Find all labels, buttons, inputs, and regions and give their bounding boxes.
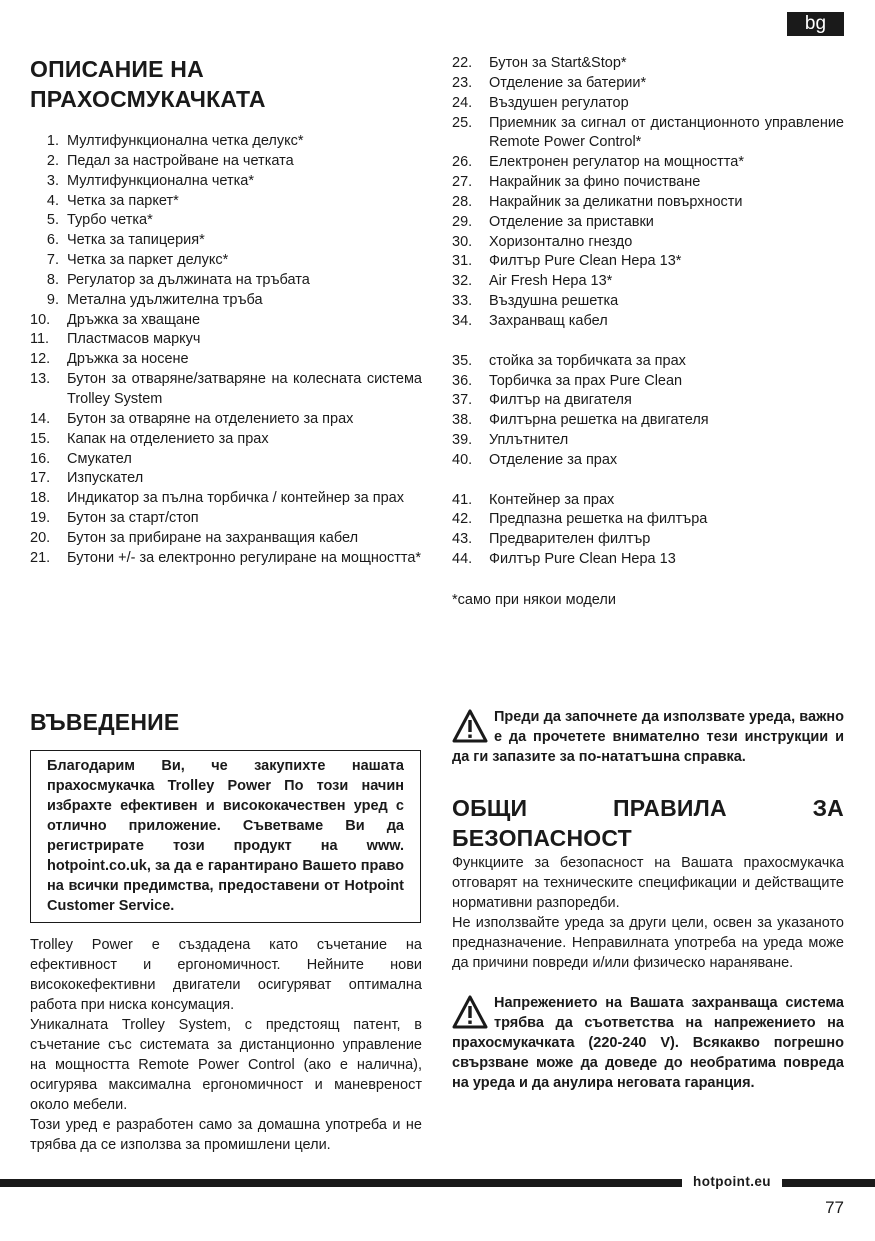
item-text: Пластмасов маркуч <box>67 331 201 348</box>
warning-voltage <box>452 993 844 1093</box>
safety-paragraph-1: Функциите за безопасност на Вашата прахосмукачка отговарят на техническите спецификации и действащите нормативни разпоредби. <box>452 855 844 911</box>
item-text: Въздушна решетка <box>489 293 619 310</box>
parts-list-item <box>30 410 422 430</box>
item-text: Капак на отделението за прах <box>67 430 269 447</box>
intro-title: ВЪВЕДЕНИЕ <box>30 709 180 735</box>
parts-list-item <box>452 193 844 213</box>
item-number: 22. <box>452 55 473 71</box>
intro-title-wrap <box>30 707 179 737</box>
item-text: Бутон за отваряне/затваряне на колесната система Trolley System <box>67 371 422 407</box>
item-number: 38. <box>452 412 473 429</box>
item-number: 1. <box>46 133 59 149</box>
item-text: Педал за настройване на четката <box>67 152 294 169</box>
parts-list-item <box>30 489 422 509</box>
item-number: 7. <box>46 252 59 269</box>
safety-section <box>452 707 844 1093</box>
item-text: Отделение за прах <box>489 451 618 468</box>
safety-title-word: ЗА <box>812 795 844 821</box>
item-number: 3. <box>46 172 59 189</box>
item-text: Филтър Pure Clean Hepa 13* <box>489 253 682 270</box>
parts-list-item <box>30 350 422 370</box>
item-number: 23. <box>452 74 473 91</box>
item-number: 11. <box>30 331 50 348</box>
item-text: Накрайник за фино почистване <box>489 174 701 191</box>
item-text: Отделение за приставки <box>489 213 654 230</box>
item-text: Дръжка за хващане <box>67 311 201 328</box>
parts-list-item <box>452 431 844 451</box>
item-text: Регулатор за дължината на тръбата <box>67 271 310 288</box>
item-text: Мултифункционална четка* <box>67 172 254 189</box>
item-text: Предпазна решетка на филтъра <box>489 511 708 528</box>
footer-bar-end <box>782 1179 844 1187</box>
item-number: 17. <box>30 470 51 487</box>
item-number: 24. <box>452 94 473 111</box>
item-text: Бутон за прибиране на захранващия кабел <box>67 529 359 546</box>
item-number: 19. <box>30 510 51 527</box>
warning-triangle-icon <box>452 995 488 1029</box>
parts-list-item <box>30 231 422 251</box>
parts-list-item <box>452 352 844 372</box>
item-number: 20. <box>30 529 51 546</box>
item-number: 13. <box>30 371 51 388</box>
item-number: 15. <box>30 430 51 447</box>
brand-logo: hotpoint.eu <box>682 1172 782 1192</box>
safety-title <box>452 793 844 853</box>
item-number: 29. <box>452 213 473 230</box>
parts-list-item <box>30 271 422 291</box>
item-number: 25. <box>452 114 473 131</box>
parts-list-item <box>30 152 422 172</box>
item-text: Приемник за сигнал от дистанционното управление Remote Power Control* <box>489 114 844 151</box>
safety-paragraph-2: Не използвайте уреда за други цели, освен за указаното предназначение. Неправилната употреба на уреда може да причини повреди и/или физическо нараняване. <box>452 915 844 971</box>
parts-list-item <box>452 94 844 114</box>
safety-title-word: ПРАВИЛА <box>613 795 727 821</box>
item-text: Бутон за отваряне на отделението за прах <box>67 410 354 427</box>
parts-list-item <box>452 372 844 392</box>
parts-list-item <box>30 469 422 489</box>
parts-list-item <box>452 510 844 530</box>
parts-list-item <box>452 491 844 511</box>
item-number: 42. <box>452 511 473 528</box>
intro-body <box>30 935 422 1155</box>
item-number: 18. <box>30 490 51 507</box>
item-text: Накрайник за деликатни повърхности <box>489 193 743 210</box>
item-number: 32. <box>452 273 473 290</box>
page-number: 77 <box>825 1198 844 1217</box>
parts-list-item <box>452 550 844 570</box>
item-text: Метална удължителна тръба <box>67 291 263 308</box>
item-text: Четка за тапицерия* <box>67 232 205 249</box>
safety-title-word: ОБЩИ <box>452 795 528 821</box>
item-text: Смукател <box>67 450 132 467</box>
parts-list-item <box>452 153 844 173</box>
item-number: 10. <box>30 311 51 328</box>
parts-list-item <box>30 251 422 271</box>
item-number: 34. <box>452 312 473 329</box>
parts-list-item <box>452 411 844 431</box>
item-text: Предварителен филтър <box>489 531 651 548</box>
parts-list-item <box>452 74 844 94</box>
item-text: Индикатор за пълна торбичка / контейнер за прах <box>67 490 404 507</box>
parts-list-item <box>452 451 844 471</box>
item-text: Торбичка за прах Pure Clean <box>489 372 683 389</box>
parts-list-left <box>30 132 422 569</box>
item-text: Бутон за Start&Stop* <box>489 55 627 71</box>
item-number: 16. <box>30 450 51 467</box>
parts-list-item <box>30 211 422 231</box>
parts-list-item <box>452 312 844 332</box>
item-text: Филтър Pure Clean Hepa 13 <box>489 551 676 568</box>
description-title <box>30 54 422 114</box>
parts-list-item <box>452 272 844 292</box>
parts-list-item <box>30 529 422 549</box>
parts-list-item <box>30 509 422 529</box>
item-number: 14. <box>30 410 51 427</box>
parts-list-item <box>452 173 844 193</box>
parts-list-item <box>452 233 844 253</box>
safety-title-line1 <box>452 793 844 823</box>
safety-title-line2: БЕЗОПАСНОСТ <box>452 825 632 851</box>
item-number: 26. <box>452 154 473 171</box>
item-number: 28. <box>452 193 473 210</box>
language-tab: bg <box>787 12 844 36</box>
description-title-line2: ПРАХОСМУКАЧКАТА <box>30 86 266 112</box>
warning-triangle-icon <box>452 709 488 743</box>
item-text: Контейнер за прах <box>489 491 615 508</box>
parts-list-item <box>30 549 422 569</box>
parts-list-item <box>30 192 422 212</box>
parts-list-item <box>452 54 844 74</box>
item-text: Филтър на двигателя <box>489 392 632 409</box>
item-number: 5. <box>46 212 59 229</box>
parts-list-item <box>30 172 422 192</box>
intro-paragraph-1: Trolley Power е създадена като съчетание на ефективност и ергономичност. Нейните нови висококефективни двигатели осигуряват оптимална работа при ниска консумация. <box>30 937 422 1013</box>
item-number: 4. <box>46 192 59 209</box>
parts-list-item <box>452 252 844 272</box>
item-number: 27. <box>452 174 473 191</box>
warning-read-instructions <box>452 707 844 767</box>
item-text: Бутони +/- за електронно регулиране на мощността* <box>67 549 422 566</box>
item-number: 21. <box>30 549 51 566</box>
item-number: 37. <box>452 392 473 409</box>
item-number: 31. <box>452 253 473 270</box>
item-number: 30. <box>452 233 473 250</box>
item-number: 36. <box>452 372 473 389</box>
item-number: 43. <box>452 531 473 548</box>
item-text: Електронен регулатор на мощността* <box>489 154 744 171</box>
item-text: Турбо четка* <box>67 212 153 229</box>
item-number: 35. <box>452 352 473 369</box>
item-text: Въздушен регулатор <box>489 94 629 111</box>
item-text: Бутон за старт/стоп <box>67 510 199 527</box>
item-number: 12. <box>30 351 51 368</box>
item-number: 8. <box>46 271 59 288</box>
item-text: Захранващ кабел <box>489 312 608 329</box>
item-number: 39. <box>452 432 473 449</box>
thanks-box: Благодарим Ви, че закупихте нашата прахосмукачка Trolley Power По този начин избрахте ефективен и висококачествен уред с отлично приложение. Съветваме Ви да регистрирате този продукт на www. hotpoint.co.uk, за да е гарантирано Вашето право на всички предимства, предоставени от Hotpoint Customer Service. <box>30 750 421 923</box>
warning-read-instructions-text: Преди да започнете да използвате уреда, важно е да прочетете внимателно тези инструкции и да ги запазите за по-нататъшна справка. <box>452 709 844 765</box>
item-text: Дръжка за носене <box>67 351 189 368</box>
item-number: 33. <box>452 293 473 310</box>
parts-list-item <box>30 450 422 470</box>
parts-list-right <box>452 54 844 610</box>
parts-list-item <box>30 370 422 410</box>
item-text: Air Fresh Hepa 13* <box>489 273 613 290</box>
footnote: *само при някои модели <box>452 591 616 608</box>
intro-paragraph-3: Този уред е разработен само за домашна употреба и не трябва да се използва за промишлени цели. <box>30 1117 422 1153</box>
item-text: Хоризонтално гнездо <box>489 233 633 250</box>
item-text: Изпускател <box>67 470 144 487</box>
intro-paragraph-2: Уникалната Trolley System, с предстоящ патент, в съчетание със системата за дистанционно управление на мощността Remote Power Control (ако е налична), осигурява максимална ергономичност и маневреност около мебели. <box>30 1017 422 1113</box>
item-text: Отделение за батерии* <box>489 74 647 91</box>
parts-list-item <box>452 213 844 233</box>
item-text: Четка за паркет делукс* <box>67 252 229 269</box>
warning-voltage-text: Напрежението на Вашата захранваща система трябва да съответства на напрежението на прахосмукачката (220-240 V). Всякакво погрешно свързване може да доведе до необратима повреда на уреда и да анулира неговата гаранция. <box>452 995 844 1091</box>
parts-list-item <box>30 430 422 450</box>
parts-list-item <box>452 530 844 550</box>
item-text: Филтърна решетка на двигателя <box>489 412 709 429</box>
item-text: стойка за торбичката за прах <box>489 352 686 369</box>
item-text: Четка за паркет* <box>67 192 179 209</box>
parts-list-item <box>30 132 422 152</box>
parts-list-item <box>452 292 844 312</box>
item-text: Мултифункционална четка делукс* <box>67 133 304 149</box>
parts-list-item <box>452 114 844 154</box>
parts-list-item <box>30 311 422 331</box>
item-number: 40. <box>452 451 473 468</box>
parts-list-item <box>452 391 844 411</box>
description-title-line1: ОПИСАНИЕ НА <box>30 56 204 82</box>
item-number: 6. <box>46 232 59 249</box>
item-number: 41. <box>452 491 473 508</box>
item-number: 44. <box>452 551 473 568</box>
item-number: 9. <box>46 291 59 308</box>
parts-list-item <box>30 291 422 311</box>
item-number: 2. <box>46 152 59 169</box>
parts-list-item <box>30 330 422 350</box>
item-text: Уплътнител <box>489 432 569 449</box>
